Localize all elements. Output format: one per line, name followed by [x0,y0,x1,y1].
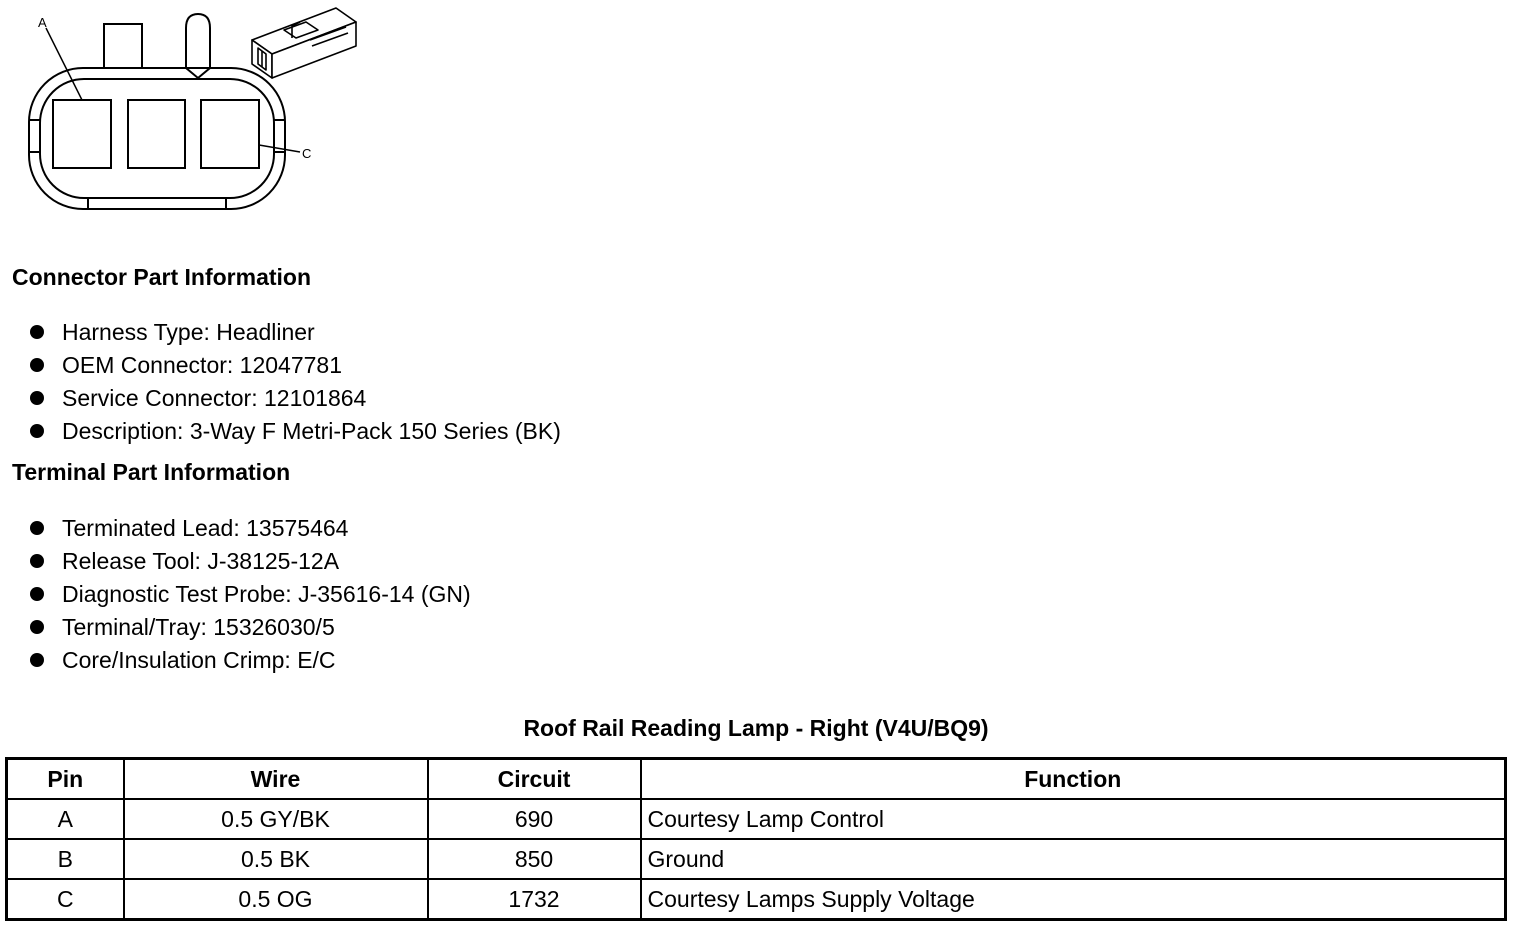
cell-function: Courtesy Lamps Supply Voltage [641,879,1506,920]
cell-wire: 0.5 GY/BK [124,799,428,839]
bullet-icon [30,587,44,601]
cell-circuit: 690 [428,799,641,839]
callout-label-a: A [38,15,47,30]
cavity-a [53,100,111,168]
connector-info-text: OEM Connector: 12047781 [62,352,343,378]
cell-wire: 0.5 OG [124,879,428,920]
bullet-icon [30,358,44,372]
terminal-info-text: Core/Insulation Crimp: E/C [62,647,336,673]
header-function: Function [641,759,1506,800]
table-title: Roof Rail Reading Lamp - Right (V4U/BQ9) [523,715,989,741]
terminal-info-text: Terminal/Tray: 15326030/5 [62,614,335,640]
connector-face-diagram [0,0,380,220]
list-item [30,548,471,581]
list-item [30,385,561,418]
list-item [30,515,471,548]
cavity-b [128,100,185,168]
bullet-icon [30,653,44,667]
terminal-info-text: Release Tool: J-38125-12A [62,548,340,574]
bullet-icon [30,521,44,535]
list-item [30,614,471,647]
cell-wire: 0.5 BK [124,839,428,879]
list-item [30,581,471,614]
callout-leader-a [46,28,82,100]
cell-function: Ground [641,839,1506,879]
table-row [7,839,1506,879]
connector-info-heading: Connector Part Information [12,264,312,290]
connector-thumbnail [252,8,356,78]
cell-pin: A [7,799,124,839]
bullet-icon [30,620,44,634]
lock-tab [104,24,142,68]
bullet-icon [30,325,44,339]
terminal-info-heading: Terminal Part Information [12,459,291,485]
connector-info-text: Harness Type: Headliner [62,319,315,345]
cavity-c [201,100,259,168]
pin-table [5,757,1507,921]
header-pin: Pin [7,759,124,800]
cell-pin: C [7,879,124,920]
terminal-info-list [30,515,471,680]
cell-circuit: 1732 [428,879,641,920]
table-row [7,879,1506,920]
list-item [30,352,561,385]
connector-housing-inner [40,79,274,198]
list-item [30,319,561,352]
list-item [30,418,561,451]
connector-info-text: Service Connector: 12101864 [62,385,367,411]
callout-leader-c [259,145,300,152]
table-row [7,799,1506,839]
cell-pin: B [7,839,124,879]
bullet-icon [30,554,44,568]
callout-label-c: C [302,146,312,161]
connector-info-text: Description: 3-Way F Metri-Pack 150 Series (BK) [62,418,561,444]
cell-circuit: 850 [428,839,641,879]
list-item [30,647,471,680]
cell-function: Courtesy Lamp Control [641,799,1506,839]
header-wire: Wire [124,759,428,800]
bullet-icon [30,391,44,405]
header-circuit: Circuit [428,759,641,800]
connector-housing-outer [29,68,285,209]
table-header-row [7,759,1506,800]
terminal-info-text: Terminated Lead: 13575464 [62,515,349,541]
bullet-icon [30,424,44,438]
connector-info-list [30,319,561,451]
terminal-info-text: Diagnostic Test Probe: J-35616-14 (GN) [62,581,471,607]
